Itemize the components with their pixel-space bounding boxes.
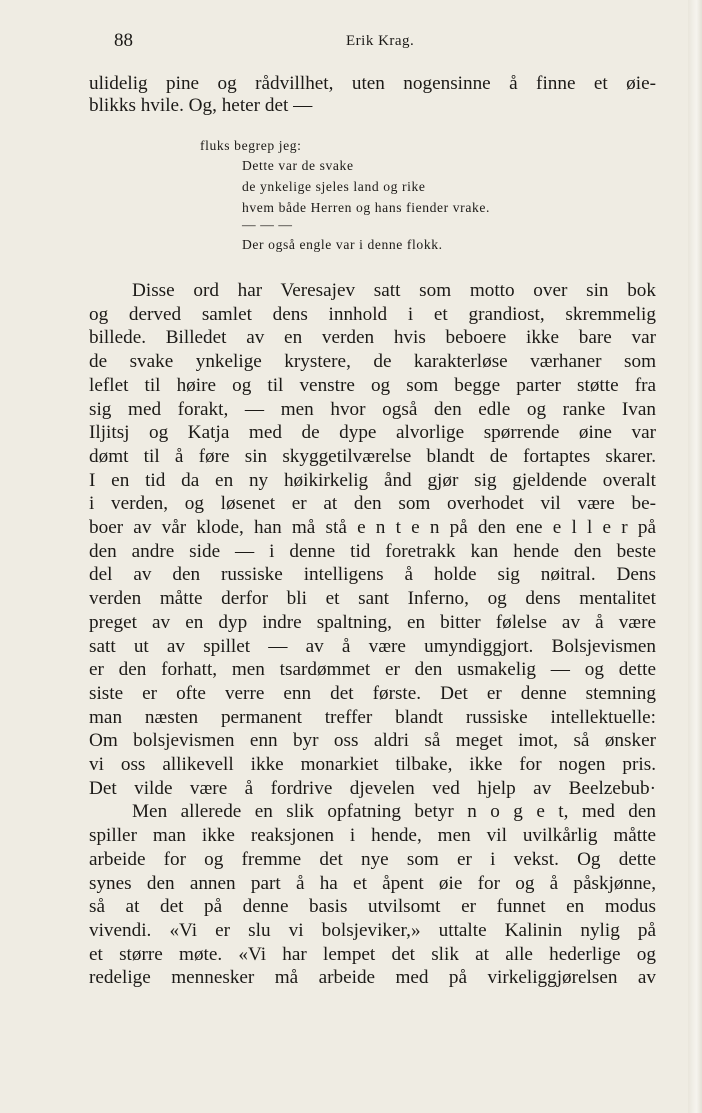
text-line: satt ut av spillet — av å være umyndiggjort. Bolsjevismen — [89, 635, 656, 657]
quote-final-line: Der også engle var i denne flokk. — [242, 237, 443, 252]
text-line: billede. Billedet av en verden hvis beboere ikke bare var — [89, 327, 656, 349]
quote-separator: — — — — [242, 217, 293, 232]
text-line: de svake ynkelige krystere, de karakterløse værhaner som — [89, 351, 656, 373]
page-header — [114, 30, 654, 54]
text-line: et større møte. «Vi har lempet det slik at alle hederlige og — [89, 943, 656, 965]
text-line: boer av vår klode, han må stå e n t e n på den ene e l l e r på — [89, 517, 656, 538]
text-line: synes den annen part å ha et åpent øie for og å påskjønne, — [89, 872, 656, 894]
quote-line: de ynkelige sjeles land og rike — [242, 179, 426, 194]
text-line: spiller man ikke reaksjonen i hende, men vil uvilkårlig måtte — [89, 825, 656, 847]
text-line: I en tid da en ny høikirkelig ånd gjør sig gjeldende overalt — [89, 469, 656, 491]
text-line: i verden, og løsenet er at den som overhodet vil være be- — [89, 493, 656, 515]
text-line: del av den russiske intelligens å holde sig nøitral. Dens — [89, 564, 656, 586]
page-number: 88 — [114, 30, 133, 51]
text-line: blikks hvile. Og, heter det — — [89, 95, 313, 116]
text-line: Iljitsj og Katja med de dype alvorlige spørrende øine var — [89, 422, 656, 444]
text-line: sig med forakt, — men hvor også den edle og ranke Ivan — [89, 398, 656, 420]
text-line: Det vilde være å fordrive djevelen ved hjelp av Beelzebub· — [89, 777, 656, 799]
text-line: og derved samlet dens innhold i et grandiost, skremmelig — [89, 303, 656, 325]
text-line: redelige mennesker må arbeide med på virkeliggjørelsen av — [89, 967, 656, 989]
text-line: siste er ofte verre enn det første. Det er denne stemning — [89, 682, 656, 704]
text-line: leflet til høire og til venstre og som begge parter støtte fra — [89, 374, 656, 396]
text-line: vivendi. «Vi er slu vi bolsjeviker,» uttalte Kalinin nylig på — [89, 919, 656, 941]
quote-line: Dette var de svake — [242, 158, 354, 173]
running-head: Erik Krag. — [346, 33, 415, 49]
page-edge — [688, 0, 702, 1113]
text-line: verden måtte derfor bli et sant Inferno, og dens mentalitet — [89, 588, 656, 610]
text-line: man næsten permanent treffer blandt russiske intellektuelle: — [89, 706, 656, 728]
text-line: Men allerede en slik opfatning betyr n o g e t, med den — [132, 801, 656, 823]
text-line: preget av en dyp indre spaltning, en bitter følelse av å være — [89, 611, 656, 633]
text-line: dømt til å føre sin skyggetilværelse blandt de fortaptes skarer. — [89, 445, 656, 467]
quote-lead: fluks begrep jeg: — [200, 138, 302, 153]
text-line: Om bolsjevismen enn byr oss aldri så meget imot, så ønsker — [89, 730, 656, 752]
text-line: ulidelig pine og rådvillhet, uten nogensinne å finne et øie- — [89, 73, 656, 94]
quote-line: hvem både Herren og hans fiender vrake. — [242, 200, 490, 215]
text-line: den andre side — i denne tid foretrakk kan hende den beste — [89, 540, 656, 562]
text-line: Disse ord har Veresajev satt som motto over sin bok — [132, 280, 656, 301]
text-line: vi oss allikevell ikke monarkiet tilbake, ikke for nogen pris. — [89, 754, 656, 775]
text-line: arbeide for og fremme det nye som er i vekst. Og dette — [89, 848, 656, 870]
text-line: så at det på denne basis utvilsomt er funnet en modus — [89, 896, 656, 918]
text-line: er den forhatt, men tsardømmet er den usmakelig — og dette — [89, 659, 656, 681]
